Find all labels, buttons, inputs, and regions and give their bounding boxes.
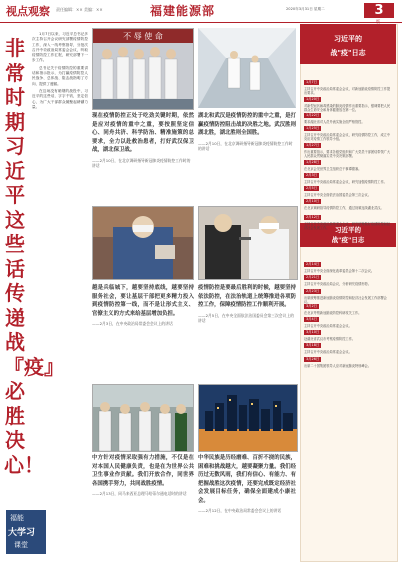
photo-medical-team [92, 28, 194, 110]
quote-card [92, 284, 194, 327]
timeline-text: 在北京考察新冠肺炎防控科研攻关工作。 [304, 311, 362, 315]
timeline-date: 1月7日 [306, 80, 318, 84]
timeline-date: 2月14日 [306, 262, 320, 266]
timeline-text: 要求湖北省对人员外流实施全面严格管控。 [304, 120, 365, 124]
timeline-text: 主持召开中央政治局常委会会议，研究加强疫情防控工作。 [304, 180, 387, 184]
timeline-text: 主持召开中央政治局会议，分析研究疫情形势。 [304, 282, 371, 286]
photo-hospital-corridor [198, 28, 296, 108]
quote-caption: ——2月13日，同马来西亚总理马哈蒂尔通电话时的讲话 [92, 491, 187, 496]
sidebar-title [300, 24, 396, 64]
timeline-date: 1月28日 [306, 160, 320, 164]
publication-brand: 福建能源部 [150, 4, 216, 18]
quote-text: 现在疫情防控正处于吃劲关键时期，依然是应对疫情的重中之重，要按照坚定信心、同舟共济、科学防治、精准施策的总要求，全力以赴救治患者，打好武汉保卫战，湖北保卫战。 [92, 113, 194, 153]
timeline-text: 主持召开中央政治局常委会会议，对新冠肺炎疫情防控工作提出要求。 [304, 87, 391, 96]
intro-paragraph: 总书记关于疫情防控的重要讲话和指示批示，为打赢疫情防控人民战争、总体战、阻击战指明了方向、提供了遵循。 [32, 65, 88, 86]
timeline-text: 主持召开中央政治局常委会会议，研究疫情防控工作，成立中央应对疫情工作领导小组。 [304, 133, 391, 142]
timeline-date: 1月22日 [306, 113, 320, 117]
quote-caption: ——2月10日，在北京调研指导新冠肺炎疫情防控工作时的讲话 [92, 157, 191, 169]
timeline-date: 1月25日 [306, 126, 320, 130]
section-title: 视点观察 [6, 5, 50, 18]
timeline-text: 出席二十国集团领导人应对新冠肺炎特别峰会。 [304, 364, 371, 368]
photo-temperature-check [198, 206, 298, 280]
timeline-date: 2月3日 [306, 173, 318, 177]
page-number-badge: 3 [364, 3, 394, 18]
timeline-date: 3月26日 [306, 357, 320, 361]
timeline-date: 2月5日 [306, 186, 318, 190]
page-label: 版 [376, 19, 380, 24]
quote-card [198, 454, 296, 514]
quote-text: 疫情防控是要最后胜利的时候，越要坚持依法防控，在法治轨道上统筹推进各项防控工作，保障疫情防控工作顺利开展。 [198, 285, 296, 308]
photo-health-worker [92, 206, 194, 280]
timeline-date: 2月21日 [306, 275, 320, 279]
timeline-date: 2月10日 [306, 199, 320, 203]
quote-card [92, 454, 194, 497]
issue-date: 2020年3月31日 星期二 [286, 7, 325, 11]
timeline-text: 在北京会见世界卫生组织总干事谭德塞。 [304, 167, 362, 171]
editor-credit: 责任编辑：×× 美编：×× [56, 7, 103, 12]
quote-text: 越是兵临城下，越要坚持底线，越要坚持服务社会，要让基层干部把更多精力投入到疫情防控第一线，而不是让形式主义、官僚主义的方式来给基层增加负担。 [92, 285, 194, 317]
timeline-text: 对新型冠状病毒感染的肺炎疫情作出重要指示，强调要把人民群众生命安全和身体健康放在第一位。 [304, 104, 391, 113]
quote-card [92, 112, 194, 169]
timeline-text: 作出重要指示，要求各级党组织和广大党员干部团结带领广大人民群众贯彻落实党中央决策部署。 [304, 150, 391, 159]
sidebar-title-line: 战"疫"日志 [330, 49, 366, 57]
timeline-date: 3月18日 [306, 343, 320, 347]
intro-paragraph: 1月7日以来，习近平总书记多次主持召开会议研究部署疫情防控工作，深入一线考察指导，分批次召开中央政治局常委会会议，听取疫情防控工作汇报，研究部署下一步工作。 [32, 32, 88, 63]
logo-line: 福能 [10, 514, 24, 522]
timeline-text: 赴湖北省武汉市考察疫情防控工作。 [304, 337, 355, 341]
timeline-text: 在北京调研指导疫情防控工作，通过视频连线湖北武汉。 [304, 206, 384, 210]
quote-card [198, 112, 296, 152]
quote-caption: ——2月10日，在北京调研指导新冠肺炎疫情防控工作时的讲话 [198, 140, 293, 152]
timeline-text: 主持召开中央全面依法治国委员会第三次会议。 [304, 193, 371, 197]
timeline-date: 2月23日 [306, 289, 320, 293]
timeline-date: 1月20日 [306, 97, 320, 101]
timeline-text: 主持召开中央政治局常委会会议。 [304, 350, 352, 354]
banner-sign-text: 不 辱 使 命 [123, 32, 163, 41]
logo-line: 课堂 [14, 541, 28, 549]
logo-line: 大学习 [8, 528, 36, 538]
main-headline: 非常时期习近平这些话传递战『疫』必胜决心！ [4, 36, 64, 477]
timeline-entry [304, 203, 392, 231]
quote-caption: ——2月5日，在中央全面依法治国委员会第三次会议上的讲话 [198, 312, 294, 324]
timeline-text: 主持召开中央全面深化改革委员会第十二次会议。 [304, 269, 375, 273]
intro-paragraph: 在这场没有硝烟的战役中，习近平的这些话，字字千钧，坚定信心，为广大干部群众凝聚起磅礴力量。 [32, 88, 88, 109]
timeline-date: 3月4日 [306, 317, 318, 321]
quote-text: 中华民族是历经磨难、百折不挠的民族，困难和挑战越大，越要凝聚力量。我们经历过无数风雨，我们有信心、有能力、有把握战胜这次疫情，还要完成既定经济社会发展目标任务，确保全面建成小康社会。 [198, 455, 296, 504]
quote-caption: ——2月12日，在中央政治局常委会会议上的讲话 [198, 508, 282, 513]
sidebar-title-line: 习近平的 [334, 35, 362, 43]
timeline-date: 2月12日 [306, 215, 320, 219]
timeline-date: 1月27日 [306, 143, 320, 147]
timeline-text: 主持召开中央政治局常委会会议。 [304, 324, 352, 328]
sidebar-banner-line: 战"疫"日志 [331, 236, 365, 244]
timeline-text: 主持召开中央政治局常委会会议，研究统筹做好疫情防控和经济社会发展工作。 [304, 222, 391, 231]
timeline-entry [304, 345, 392, 368]
sidebar-banner-line: 习近平的 [335, 226, 361, 234]
study-column-logo [6, 510, 46, 554]
quote-text: 湖北和武汉是疫情防控的重中之重，是打赢疫情防控阻击战的决胜之地。武汉胜则湖北胜，湖北胜则全国胜。 [198, 113, 296, 136]
quote-caption: ——2月3日，在中央政治局常委会会议上的讲话 [92, 321, 173, 326]
photo-volunteers [92, 384, 194, 452]
quote-card [198, 284, 296, 324]
timeline-date: 3月10日 [306, 330, 320, 334]
timeline-date: 3月2日 [306, 304, 318, 308]
quote-text: 中方针对疫情采取强有力措施，不仅是在对本国人民健康负责，也是在为世界公共卫生事业作贡献。我们开放合作，同世界各国携手努力，共同战胜疫情。 [92, 455, 194, 487]
intro-text [32, 32, 88, 112]
timeline-text: 出席统筹推进新冠肺炎疫情防控和经济社会发展工作部署会议。 [304, 296, 387, 305]
photo-city-skyline [198, 384, 298, 452]
